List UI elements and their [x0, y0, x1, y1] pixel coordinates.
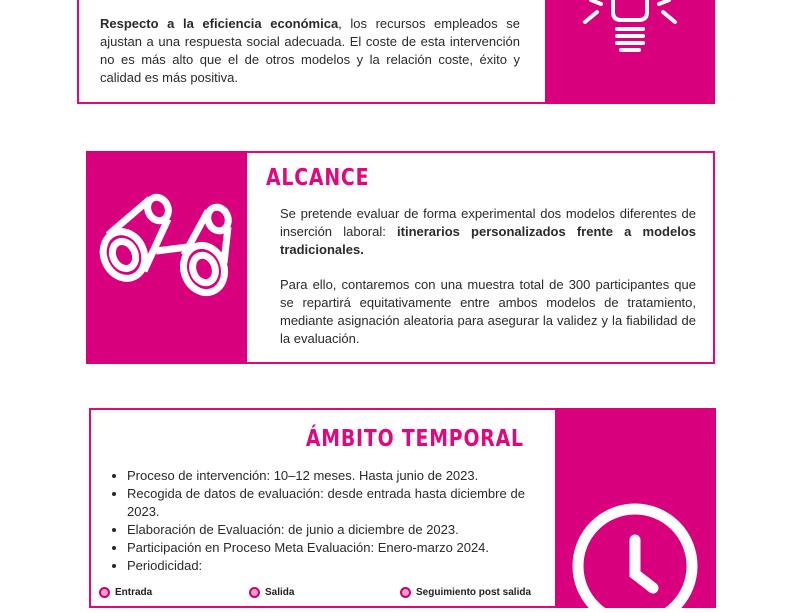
efficiency-bold-lead: Respecto a la eficiencia económica — [100, 16, 339, 31]
efficiency-icon-panel — [545, 0, 715, 104]
seguimiento-dot-icon — [400, 587, 411, 598]
alcance-paragraph-1 — [280, 205, 696, 259]
ambito-bullet-list — [101, 467, 525, 575]
periodicity-seguimiento — [400, 587, 531, 598]
lightbulb-icon — [545, 0, 715, 104]
bullet-intervencion: • Proceso de intervención: 10–12 meses. Hasta junio de 2023. — [127, 467, 525, 485]
periodicity-salida — [249, 587, 294, 598]
alcance-p1-text: Se pretende evaluar de forma experimental dos modelos diferentes de inserción laboral: — [280, 206, 696, 239]
alcance-p1-bold: itinerarios personalizados frente a modelos tradicionales. — [280, 224, 696, 257]
salida-dot-icon — [249, 587, 260, 598]
alcance-title: ALCANCE — [266, 165, 370, 191]
binoculars-icon — [86, 151, 247, 364]
ambito-icon-panel — [555, 408, 716, 608]
bullet-meta-evaluacion: • Participación en Proceso Meta Evaluación: Enero-marzo 2024. — [127, 539, 525, 557]
periodicity-entrada — [99, 587, 152, 598]
alcance-icon-panel — [86, 151, 247, 364]
efficiency-body: , los recursos empleados se ajustan a una respuesta social adecuada. El coste de esta intervención no es más alto que el de otros modelos y la relación coste, éxito y calidad es más positiva. — [100, 16, 520, 85]
clock-icon — [555, 408, 716, 608]
entrada-dot-icon — [99, 587, 110, 598]
efficiency-text — [100, 15, 520, 87]
bullet-recogida: • Recogida de datos de evaluación: desde entrada hasta diciembre de 2023. — [127, 485, 525, 521]
alcance-paragraph-2: Para ello, contaremos con una muestra total de 300 participantes que se repartirá equitativamente entre ambos modelos de tratamiento, mediante asignación aleatoria para asegurar la validez y la fiabilidad de la evaluación. — [280, 277, 696, 346]
bullet-elaboracion: • Elaboración de Evaluación: de junio a diciembre de 2023. — [127, 521, 525, 539]
periodicity-entrada-label: Entrada — [115, 587, 153, 598]
ambito-title: ÁMBITO TEMPORAL — [305, 426, 524, 452]
periodicity-seguimiento-label: Seguimiento post salida — [416, 587, 532, 598]
bullet-periodicidad: • Periodicidad: — [127, 557, 525, 575]
periodicity-salida-label: Salida — [265, 587, 295, 598]
